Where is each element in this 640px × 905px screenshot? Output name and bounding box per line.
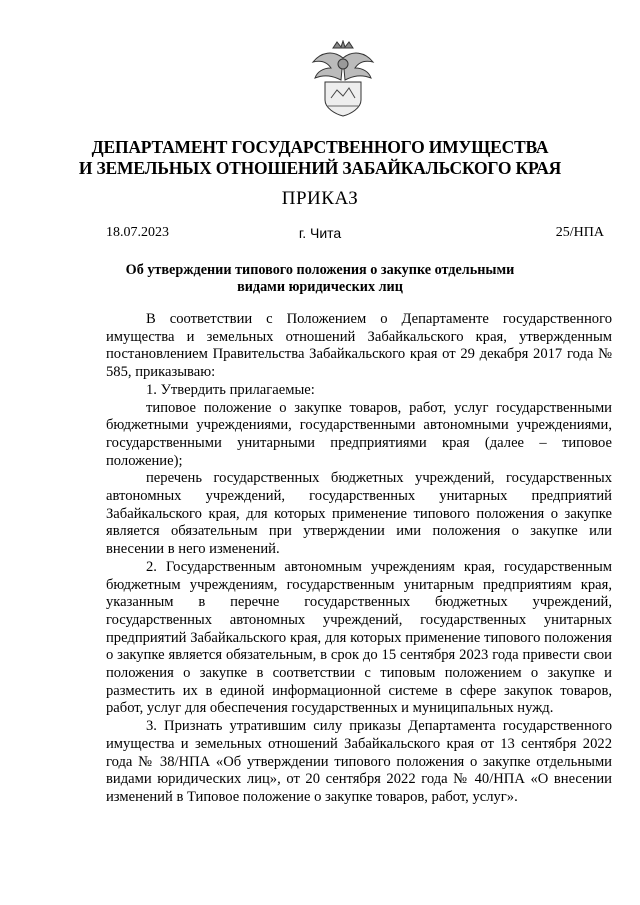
- document-type: ПРИКАЗ: [281, 188, 359, 209]
- organization-line-1: ДЕПАРТАМЕНТ ГОСУДАРСТВЕННОГО ИМУЩЕСТВА: [91, 137, 549, 157]
- paragraph: перечень государственных бюджетных учреждений, государственных автономных учреждений, государственных унитарных предприятий Забайкальского края, для которых применение типового положения о закупке является обязательным при утверждении ими положения о закупке или внесении в него изменений.: [106, 470, 612, 558]
- organization-line-2: И ЗЕМЕЛЬНЫХ ОТНОШЕНИЙ ЗАБАЙКАЛЬСКОГО КРАЯ: [78, 158, 562, 178]
- coat-of-arms-icon: [303, 40, 383, 118]
- paragraph: 2. Государственным автономным учреждениям края, государственным бюджетным учреждениям, государственным унитарным предприятиям края, указанным в перечне государственных бюджетных учреждений, государственных автономных учреждений, государственных унитарных предприятий Забайкальского края, для которых применение типового положения о закупке является обязательным, в срок до 15 сентября 2023 года привести свои положения о закупке в соответствии с типовым положением о закупке и разместить их в единой информационной системе в сфере закупок товаров, работ, услуг для обеспечения государственных и муниципальных нужд.: [106, 558, 612, 717]
- document-number: 25/НПА: [555, 225, 604, 240]
- paragraph: 1. Утвердить прилагаемые:: [146, 381, 315, 398]
- paragraph: 3. Признать утратившим силу приказы Департамента государственного имущества и земельных отношений Забайкальского края от 13 сентября 2022 года № 38/НПА «Об утверждении типового положения о закупке отдельными видами юридических лиц», от 20 сентября 2022 года № 40/НПА «О внесении изменений в Типовое положение о закупке товаров, работ, услуг».: [106, 718, 612, 805]
- document-date: 18.07.2023: [106, 225, 169, 240]
- document-title: Об утверждении типового положения о закупке отдельными видами юридических лиц: [125, 262, 515, 295]
- paragraph: типовое положение о закупке товаров, работ, услуг государственными бюджетными учреждениями, государственными автономными учреждениями, государственными унитарными предприятиями края (далее – типовое положение);: [106, 399, 612, 469]
- document-body: [106, 311, 612, 807]
- paragraph: В соответствии с Положением о Департаменте государственного имущества и земельных отношений Забайкальского края, утвержденным постановлением Правительства Забайкальского края от 29 декабря 2017 года № 585, приказываю:: [106, 311, 612, 381]
- document-city: г. Чита: [298, 225, 342, 241]
- organization-name: [60, 137, 580, 179]
